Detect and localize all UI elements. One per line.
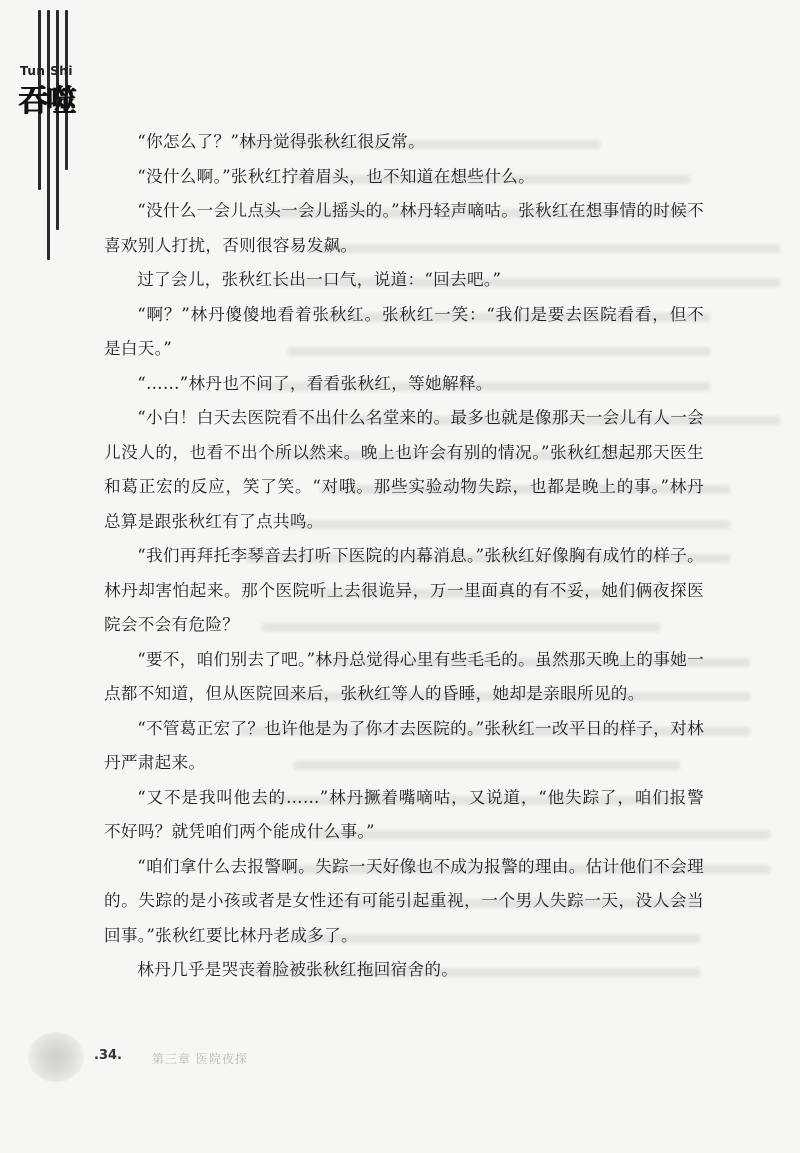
body-text	[104, 125, 704, 988]
paragraph: “你怎么了？”林丹觉得张秋红很反常。	[137, 132, 426, 151]
logo-roman-text: Tun Shi	[20, 64, 73, 78]
footer-emblem-icon	[28, 1032, 84, 1082]
paragraph: 林丹几乎是哭丧着脸被张秋红拖回宿舍的。	[137, 960, 459, 979]
paragraph: “又不是我叫他去的……”林丹撅着嘴嘀咕，又说道，“他失踪了，咱们报警不好吗？就凭咱们两个能成什么事。”	[104, 787, 704, 841]
paragraph: “……”林丹也不问了，看看张秋红，等她解释。	[137, 373, 493, 393]
paragraph: “没什么啊。”张秋红拧着眉头，也不知道在想些什么。	[137, 166, 536, 186]
page-footer	[0, 1030, 800, 1090]
page-number: .34.	[94, 1048, 122, 1063]
paragraph: “啊？”林丹傻傻地看着张秋红。张秋红一笑：“我们是要去医院看看，但不是白天。”	[104, 304, 704, 358]
paragraph: “我们再拜托李琴音去打听下医院的内幕消息。”张秋红好像胸有成竹的样子。林丹却害怕起来。那个医院听上去很诡异，万一里面真的有不妥，她们俩夜探医院会不会有危险？	[104, 546, 704, 634]
paragraph: “小白！白天去医院看不出什么名堂来的。最多也就是像那天一会儿有人一会儿没人的，也看不出个所以然来。晚上也许会有别的情况。”张秋红想起那天医生和葛正宏的反应，笑了笑。“对哦。那些实验动物失踪，也都是晚上的事。”林丹总算是跟张秋红有了点共鸣。	[104, 408, 704, 531]
paragraph: “咱们拿什么去报警啊。失踪一天好像也不成为报警的理由。估计他们不会理的。失踪的是小孩或者是女性还有可能引起重视，一个男人失踪一天，没人会当回事。”张秋红要比林丹老成多了。	[104, 856, 704, 945]
paragraph: “没什么一会儿点头一会儿摇头的。”林丹轻声嘀咕。张秋红在想事情的时候不喜欢别人打扰，否则很容易发飙。	[104, 201, 704, 255]
logo-hanzi-text: 吞噬	[18, 84, 74, 119]
paragraph: 过了会儿，张秋红长出一口气，说道：“回去吧。”	[137, 270, 502, 289]
footer-chapter-label: 第三章 医院夜探	[152, 1052, 248, 1066]
logo-claw-marks	[38, 10, 78, 260]
paragraph: “不管葛正宏了？也许他是为了你才去医院的。”张秋红一改平日的样子，对林丹严肃起来。	[104, 718, 704, 772]
paragraph: “要不，咱们别去了吧。”林丹总觉得心里有些毛毛的。虽然那天晚上的事她一点都不知道，但从医院回来后，张秋红等人的昏睡，她却是亲眼所见的。	[104, 649, 704, 703]
